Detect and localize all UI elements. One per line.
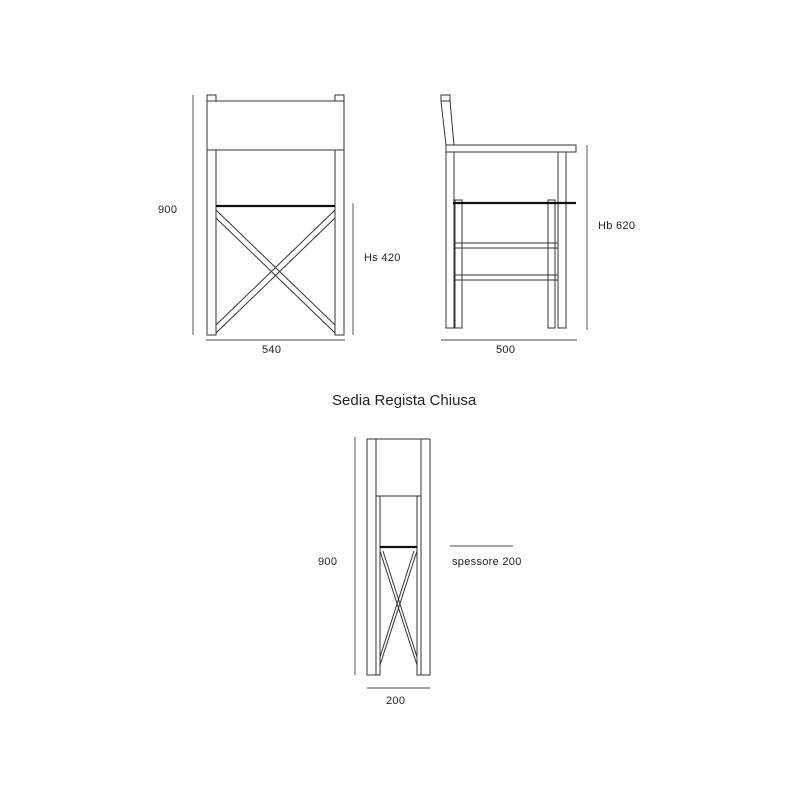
side-stretcher-upper [454, 243, 558, 248]
side-front-leg-outer [558, 152, 566, 328]
side-rear-leg-outer [446, 152, 454, 328]
front-seat-height-label: Hs 420 [364, 252, 401, 264]
side-view [441, 95, 635, 356]
side-backrest-post [441, 101, 454, 145]
closed-height-label: 900 [318, 556, 338, 568]
front-left-leg [207, 150, 216, 335]
side-stretcher-lower [454, 275, 558, 280]
side-armrest-height-label: Hb 620 [598, 220, 636, 232]
closed-inner-right-leg [417, 496, 421, 675]
side-depth-label: 500 [496, 344, 516, 356]
side-front-leg-inner [548, 200, 555, 328]
front-width-label: 540 [262, 344, 282, 356]
closed-left-post [367, 439, 376, 675]
closed-backrest [376, 439, 421, 496]
closed-inner-left-leg [376, 496, 380, 675]
front-left-post-cap [207, 95, 216, 101]
front-height-label: 900 [158, 204, 178, 216]
side-armrest [446, 145, 576, 152]
closed-width-label: 200 [386, 695, 406, 707]
closed-thickness-label: spessore 200 [452, 556, 522, 568]
side-post-cap [441, 95, 450, 101]
front-right-leg [335, 150, 344, 335]
side-rear-leg-inner [455, 200, 462, 328]
front-view [158, 95, 401, 356]
closed-right-post [421, 439, 430, 675]
drawing-title: Sedia Regista Chiusa [332, 392, 477, 409]
front-right-post-cap [335, 95, 344, 101]
front-backrest [207, 101, 344, 150]
closed-view [318, 437, 522, 707]
